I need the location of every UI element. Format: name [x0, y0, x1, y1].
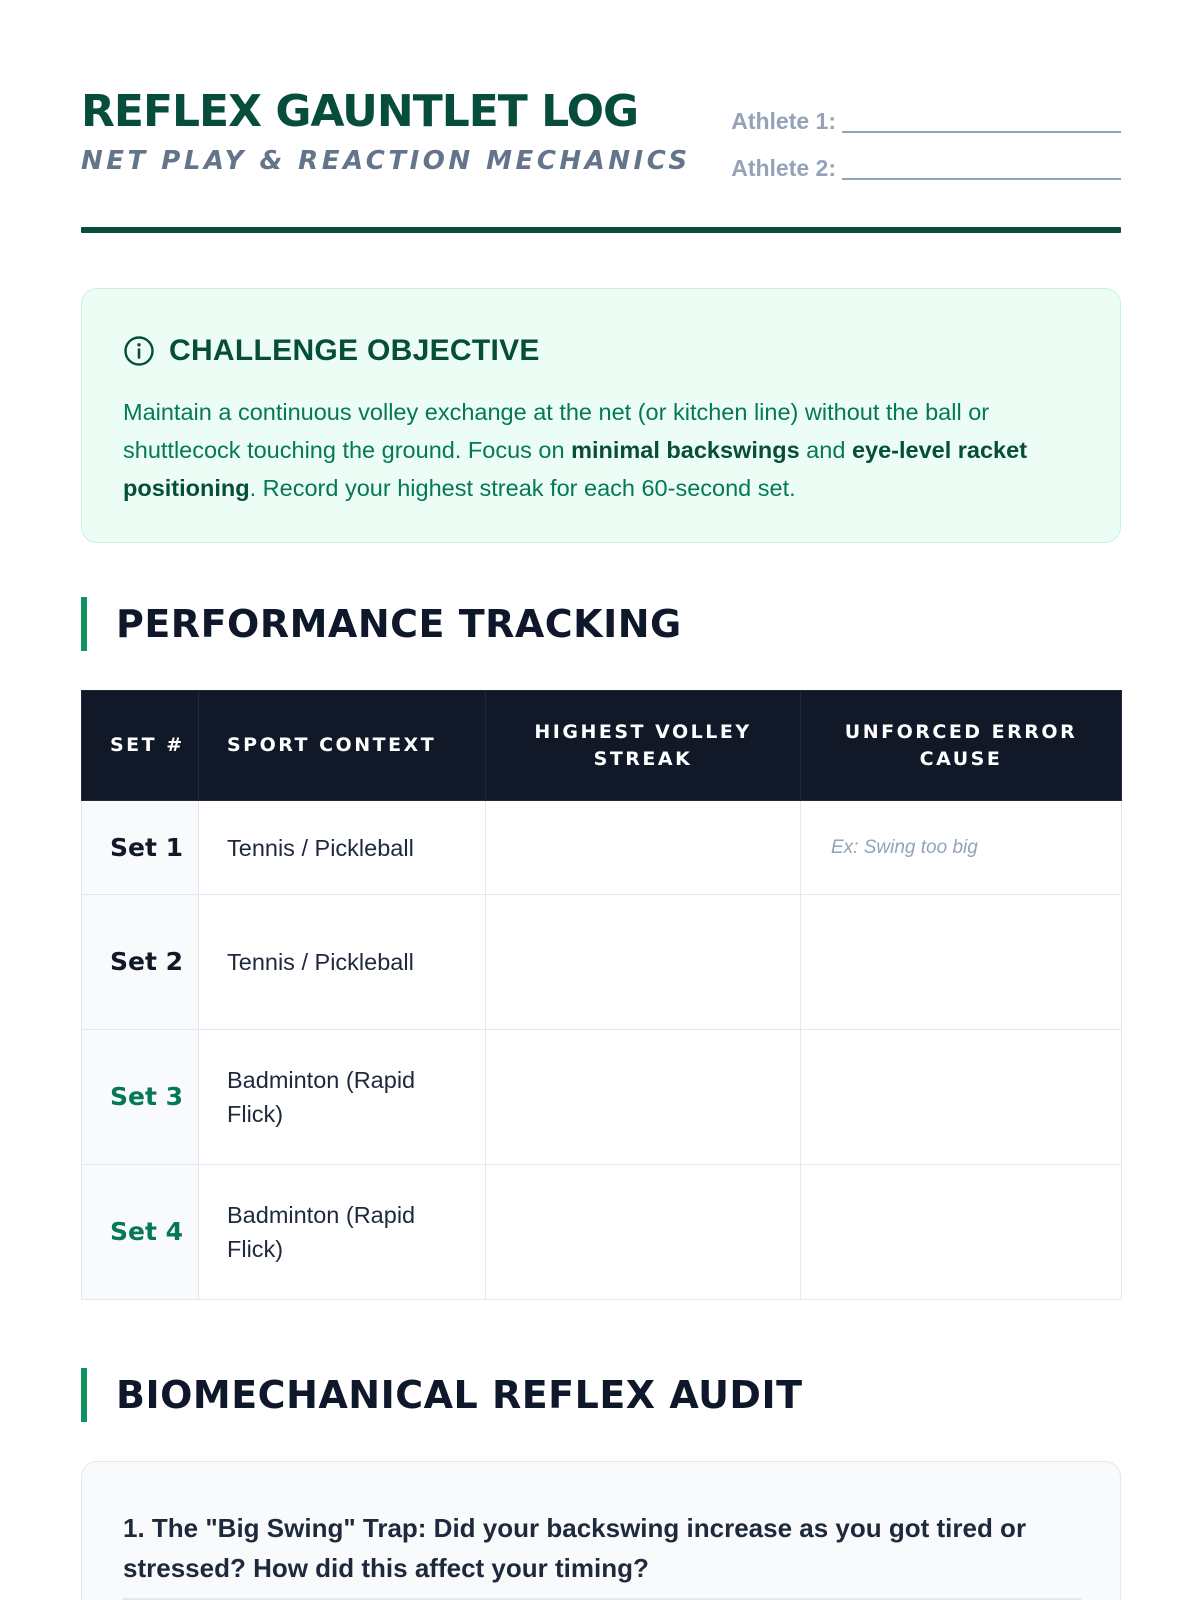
athlete-2-field[interactable] [731, 155, 1121, 182]
error-cause-input[interactable]: Ex: Swing too big [801, 801, 1122, 895]
audit-question-1: 1. The "Big Swing" Trap: Did your backswing increase as you got tired or stressed? How did this affect your timing? [123, 1513, 1027, 1583]
set-label: Set 1 [82, 801, 199, 895]
objective-text-part-2: and [799, 437, 852, 463]
audit-question-card [81, 1461, 1121, 1600]
page-header [81, 86, 1121, 236]
page-title: REFLEX GAUNTLET LOG [81, 86, 639, 137]
info-icon [123, 335, 155, 367]
table-header-row [82, 691, 1122, 801]
error-cause-input[interactable] [801, 1165, 1122, 1300]
column-header-volley-streak [486, 691, 801, 801]
header-divider [81, 227, 1121, 233]
objective-text-part-1: Maintain a continuous volley exchange at the net (or kitchen line) without the ball or shuttlecock touching the ground. Focus on [123, 399, 990, 463]
column-header-sport-context [199, 691, 486, 801]
objective-text-part-3: . Record your highest streak for each 60-second set. [249, 475, 796, 501]
athlete-1-label: Athlete 1: [731, 108, 836, 134]
volley-streak-input[interactable] [486, 895, 801, 1030]
athlete-1-input-line[interactable] [842, 131, 1121, 133]
objective-header [123, 335, 1078, 367]
section-title: BIOMECHANICAL REFLEX AUDIT [116, 1373, 803, 1417]
table-row [82, 1165, 1122, 1300]
sport-context-cell: Tennis / Pickleball [199, 895, 486, 1030]
column-header-label: SET # [110, 734, 185, 756]
table-row [82, 1030, 1122, 1165]
sport-context-cell: Badminton (Rapid Flick) [199, 1030, 486, 1165]
column-header-error-cause [801, 691, 1122, 801]
table-row [82, 895, 1122, 1030]
athlete-1-field[interactable] [731, 108, 1121, 135]
athlete-2-input-line[interactable] [842, 178, 1121, 180]
column-header-label: SPORT CONTEXT [227, 734, 437, 756]
athlete-2-label: Athlete 2: [731, 155, 836, 181]
objective-emphasis-backswings: minimal backswings [571, 437, 800, 463]
section-title: PERFORMANCE TRACKING [116, 602, 682, 646]
column-header-label: HIGHEST VOLLEY STREAK [534, 720, 752, 770]
column-header-set [82, 691, 199, 801]
volley-streak-input[interactable] [486, 1165, 801, 1300]
error-cause-input[interactable] [801, 1030, 1122, 1165]
challenge-objective-box [81, 288, 1121, 543]
objective-text [123, 393, 1078, 507]
volley-streak-input[interactable] [486, 801, 801, 895]
set-label: Set 2 [82, 895, 199, 1030]
error-cause-input[interactable] [801, 895, 1122, 1030]
performance-table [81, 690, 1122, 1300]
page-subtitle: NET PLAY & REACTION MECHANICS [81, 146, 691, 176]
table-row [82, 801, 1122, 895]
volley-streak-input[interactable] [486, 1030, 801, 1165]
audit-section-heading [81, 1368, 1121, 1422]
column-header-label: UNFORCED ERROR CAUSE [844, 720, 1078, 770]
performance-section-heading [81, 597, 1121, 651]
objective-title: CHALLENGE OBJECTIVE [169, 334, 540, 367]
sport-context-cell: Tennis / Pickleball [199, 801, 486, 895]
section-accent-bar [81, 597, 87, 651]
set-label: Set 3 [82, 1030, 199, 1165]
section-accent-bar [81, 1368, 87, 1422]
set-label: Set 4 [82, 1165, 199, 1300]
objective-emphasis-positioning: eye-level racket positioning [123, 437, 1028, 501]
sport-context-cell: Badminton (Rapid Flick) [199, 1165, 486, 1300]
